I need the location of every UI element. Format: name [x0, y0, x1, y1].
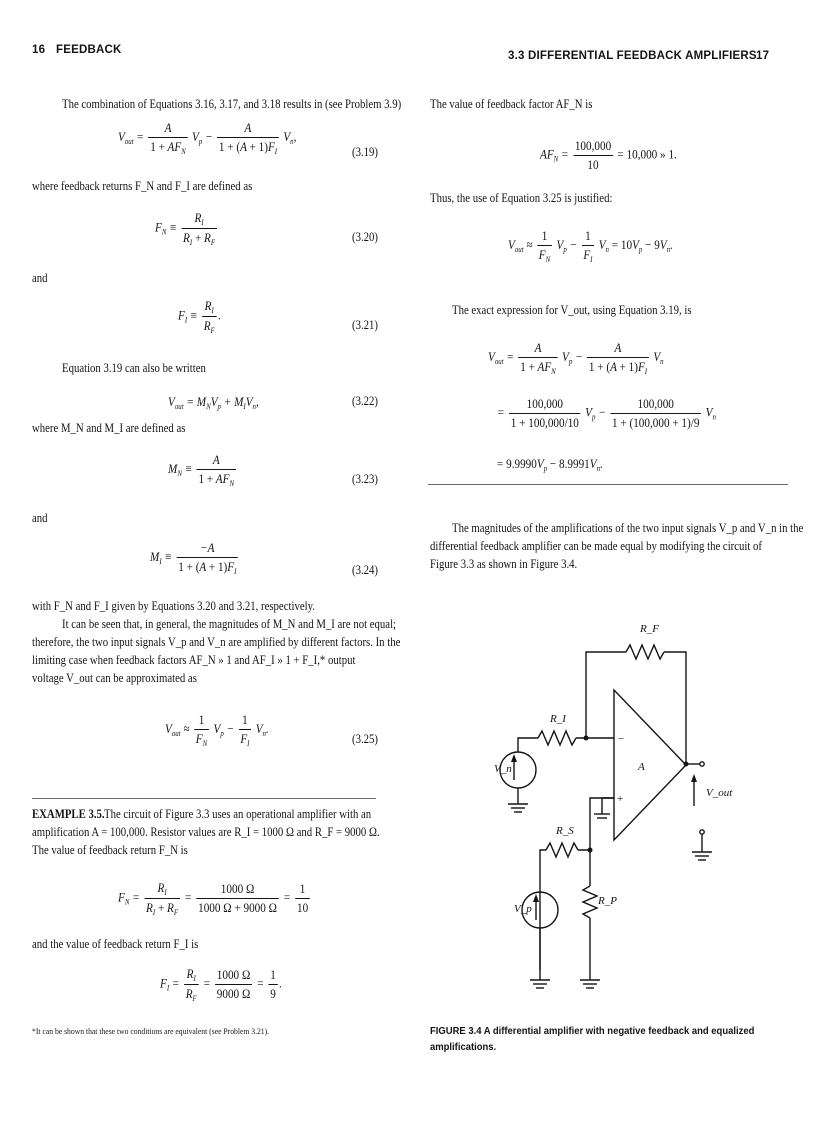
- equation-3-19: $V_{out}$ = $\frac{A}{1 + AF_N}$ $V_p$ − $\frac{A}{1 + (A + 1)F_I}$ $V_n$,: [118, 120, 297, 156]
- paragraph-text: voltage V_out can be approximated as: [32, 671, 197, 685]
- vn-label: V_n: [494, 763, 512, 775]
- paragraph-text: It can be seen that, in general, the magnitudes of M_N and M_I are not equal;: [62, 617, 397, 631]
- paragraph-text: limiting case when feedback factors AF_N » 1 and AF_I » 1 + F_I,* output: [32, 653, 356, 667]
- paragraph-text: and: [32, 511, 48, 525]
- minus-sign: −: [618, 733, 625, 745]
- paragraph-text: The exact expression for V_out, using Equation 3.19, is: [452, 303, 692, 317]
- paragraph-text: The value of feedback factor AF_N is: [430, 97, 593, 111]
- equation-vout-result: = $9.9990V_p - 8.9991V_n$.: [497, 456, 603, 473]
- example-rule: [32, 798, 376, 799]
- paragraph-text: The combination of Equations 3.16, 3.17, and 3.18 results in (see Problem 3.9): [62, 97, 402, 111]
- paragraph-text: Thus, the use of Equation 3.25 is justified:: [430, 191, 613, 205]
- paragraph-text: where M_N and M_I are defined as: [32, 421, 186, 435]
- equation-3-21: $F_I$ ≡ $\frac{R_I}{R_F}$ .: [178, 298, 221, 335]
- ri-label: R_I: [550, 713, 566, 725]
- noninv-wire: [602, 798, 614, 814]
- equation-vout-approx: $V_{out}$ ≈ $\frac{1}{F_N}$ $V_p$ − $\frac{1}{F_I}$ $V_n = 10V_p - 9V_n$.: [508, 228, 673, 264]
- equation-number: (3.21): [352, 318, 378, 332]
- figure-caption: amplifications.: [430, 1041, 497, 1053]
- equation-vout-exact: $V_{out}$ = $\frac{A}{1 + AF_N}$ $V_p$ − $\frac{A}{1 + (A + 1)F_I}$ $V_n$: [488, 340, 664, 376]
- equation-number: (3.22): [352, 394, 378, 408]
- paragraph-text: The value of feedback return F_N is: [32, 843, 188, 857]
- paragraph-text: amplification A = 100,000. Resistor values are R_I = 1000 Ω and R_F = 9000 Ω.: [32, 825, 380, 839]
- paragraph-text: differential feedback amplifier can be made equal by modifying the circuit of: [430, 539, 763, 553]
- vp-label: V_p: [514, 903, 532, 915]
- paragraph-text: therefore, the two input signals V_p and V_n are amplified by different factors. In the: [32, 635, 401, 649]
- equation-number: (3.25): [352, 732, 378, 746]
- example-heading: EXAMPLE 3.5.: [32, 807, 105, 821]
- vout-label: V_out: [706, 787, 733, 799]
- op-amp-triangle: [614, 690, 686, 840]
- equation-3-20: $F_N$ ≡ $\frac{R_I}{R_I + R_F}$: [155, 210, 216, 247]
- equation-number: (3.23): [352, 472, 378, 486]
- rf-label: R_F: [640, 623, 659, 635]
- paragraph-text: Figure 3.3 as shown in Figure 3.4.: [430, 557, 578, 571]
- amplifier-label: A: [638, 761, 645, 773]
- paragraph-text: and the value of feedback return F_I is: [32, 937, 199, 951]
- right-running-title: 3.3 DIFFERENTIAL FEEDBACK AMPLIFIERS: [508, 50, 757, 62]
- figure-caption: FIGURE 3.4 A differential amplifier with negative feedback and equalized: [430, 1025, 755, 1037]
- paragraph-text: where feedback returns F_N and F_I are defined as: [32, 179, 253, 193]
- feedback-wire-right: [664, 652, 686, 764]
- equation-vout-numeric: = $\frac{100,000}{1 + 100,000/10}$ $V_p$ − $\frac{100,000}{1 + (100,000 + 1)/9}$ $V_n$: [497, 396, 716, 430]
- rs-resistor: [546, 843, 578, 857]
- paragraph-text: and: [32, 271, 48, 285]
- ri-resistor: [538, 731, 576, 745]
- rs-label: R_S: [556, 825, 574, 837]
- paragraph-text: with F_N and F_I given by Equations 3.20 and 3.21, respectively.: [32, 599, 315, 613]
- equation-3-24: $M_I$ ≡ $\frac{-A}{1 + (A + 1)F_I}$: [150, 540, 237, 576]
- footnote: *It can be shown that these two conditions are equivalent (see Problem 3.21).: [32, 1026, 270, 1036]
- rs-wire-right: [578, 798, 614, 850]
- equation-number: (3.19): [352, 145, 378, 159]
- equation-3-22: $V_{out} = M_NV_p + M_IV_n$,: [168, 394, 259, 411]
- equation-fi-value: $F_I$ = $\frac{R_I}{R_F}$ = $\frac{1000 \Omega}{9000 \Omega}$ = $\frac{1}{9}$ .: [160, 966, 283, 1003]
- left-running-title: FEEDBACK: [56, 44, 122, 56]
- equation-3-23: $M_N$ ≡ $\frac{A}{1 + AF_N}$: [168, 452, 235, 488]
- paragraph-text: The magnitudes of the amplifications of the two input signals V_p and V_n in the: [452, 521, 804, 535]
- ri-wire-left: [518, 738, 538, 752]
- paragraph-text: The circuit of Figure 3.3 uses an operational amplifier with an: [104, 807, 372, 821]
- output-terminal: [700, 762, 704, 766]
- rf-resistor: [626, 645, 664, 659]
- feedback-wire-left: [586, 652, 626, 738]
- rs-wire-left: [540, 850, 546, 970]
- equation-fn-value: $F_N$ = $\frac{R_I}{R_I + R_F}$ = $\frac{1000 \Omega}{1000 \Omega + 9000 \Omega}$ = $\frac{1}{10}$: [118, 880, 309, 917]
- equation-3-25: $V_{out}$ ≈ $\frac{1}{F_N}$ $V_p$ − $\frac{1}{F_I}$ $V_n$.: [165, 712, 269, 748]
- equation-afn-value: $AF_N$ = $\frac{100,000}{10}$ = 10,000 » 1.: [540, 138, 677, 172]
- equation-number: (3.20): [352, 230, 378, 244]
- example-end-rule: [428, 484, 788, 485]
- rp-resistor: [583, 886, 597, 918]
- plus-sign: +: [617, 793, 624, 805]
- right-page-number: 17: [756, 50, 770, 62]
- left-page-number: 16: [32, 44, 46, 56]
- equation-number: (3.24): [352, 563, 378, 577]
- rp-label: R_P: [598, 895, 617, 907]
- figure-3-4-circuit: [490, 610, 740, 1030]
- paragraph-text: Equation 3.19 can also be written: [62, 361, 206, 375]
